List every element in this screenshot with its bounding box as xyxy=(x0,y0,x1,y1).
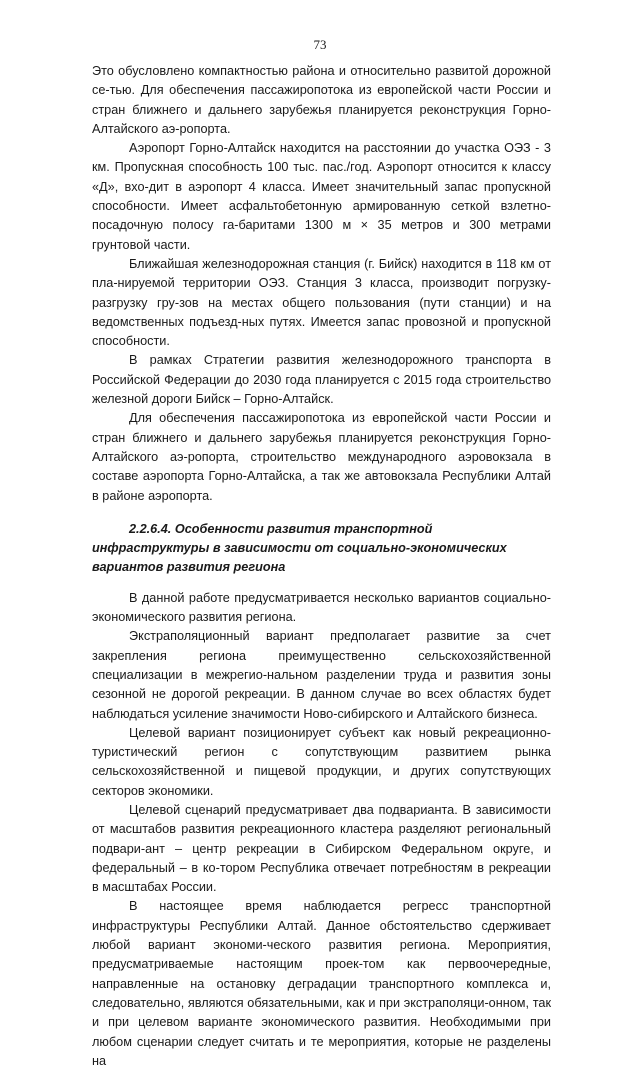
paragraph: Для обеспечения пассажиропотока из европейской части России и стран ближнего и дальнего зарубежья планируется реконструкция Горно-Алтайского аэ-ропорта, строительство международного аэровокзала в составе аэропорта Горно-Алтайска, а так же автовокзала Республики Алтай в районе аэропорта. xyxy=(92,411,551,503)
paragraph: В данной работе предусматривается несколько вариантов социально-экономического развития региона. xyxy=(92,590,551,625)
document-body xyxy=(92,62,551,1071)
section-number: 2.2.6.4. xyxy=(129,521,172,536)
paragraph: В настоящее время наблюдается регресс транспортной инфраструктуры Республики Алтай. Данное обстоятельство сдерживает любой вариант экономи-ческого развития региона. Мероприятия, предусматриваемые настоящим проек-том как первоочередные, направленные на остановку деградации транспортного комплекса и, следовательно, являются обязательными, как и при экстраполяци-онном, так и при целевом варианте экономического развития. Необходимыми при любом сценарии следует считать и те мероприятия, которые не разделены на xyxy=(92,899,551,1068)
paragraph: Целевой сценарий предусматривает два подварианта. В зависимости от масштабов развития рекреационного кластера разделяют региональный подвари-ант – центр рекреации в Сибирском Федеральном округе, и федеральный – в ко-тором Республика отвечает потребностям в рекреации в масштабах России. xyxy=(92,802,551,895)
paragraph: Это обусловлено компактностью района и относительно развитой дорожной се-тью. Для обеспечения пассажиропотока из европейской части России и стран ближнего и дальнего зарубежья планируется реконструкция Горно-Алтайского аэ-ропорта. xyxy=(92,64,551,136)
page-number: 73 xyxy=(313,37,327,52)
section-heading xyxy=(92,520,551,578)
paragraph: Целевой вариант позиционирует субъект как новый рекреационно-туристический регион с сопутствующим развитием рынка сельскохозяйственной и пищевой продукции, и других сопутствующих секторов экономики. xyxy=(92,725,551,798)
section-title: Особенности развития транспортной инфраструктуры в зависимости от социально-экономических вариантов развития региона xyxy=(92,521,507,575)
paragraph: Экстраполяционный вариант предполагает развитие за счет закрепления региона преимущественно сельскохозяйственной специализации в межрегио-нальном разделении труда и развития зоны сезонной не дорогой рекреации. В данном случае во всех областях будет наблюдаться усиление значимости Ново-сибирского и Алтайского бизнеса. xyxy=(92,629,551,721)
paragraph: Аэропорт Горно-Алтайск находится на расстоянии до участка ОЭЗ - 3 км. Пропускная способность 100 тыс. пас./год. Аэропорт относится к классу «Д», вхо-дит в аэропорт 4 класса. Имеет значительный запас пропускной способности. Имеет асфальтобетонную армированную сеткой взлетно-посадочную полосу га-баритами 1300 м × 35 метров и 300 метрами грунтовой части. xyxy=(92,141,551,252)
paragraph: В рамках Стратегии развития железнодорожного транспорта в Российской Федерации до 2030 года планируется с 2015 года строительство железной дороги Бийск – Горно-Алтайск. xyxy=(92,353,551,407)
paragraph: Ближайшая железнодорожная станция (г. Бийск) находится в 118 км от пла-нируемой территории ОЭЗ. Станция 3 класса, производит погрузку-разгрузку гру-зов на местах общего пользования (пути станции) и на ведомственных подъезд-ных путях. Имеется запас провозной и пропускной способности. xyxy=(92,256,551,349)
